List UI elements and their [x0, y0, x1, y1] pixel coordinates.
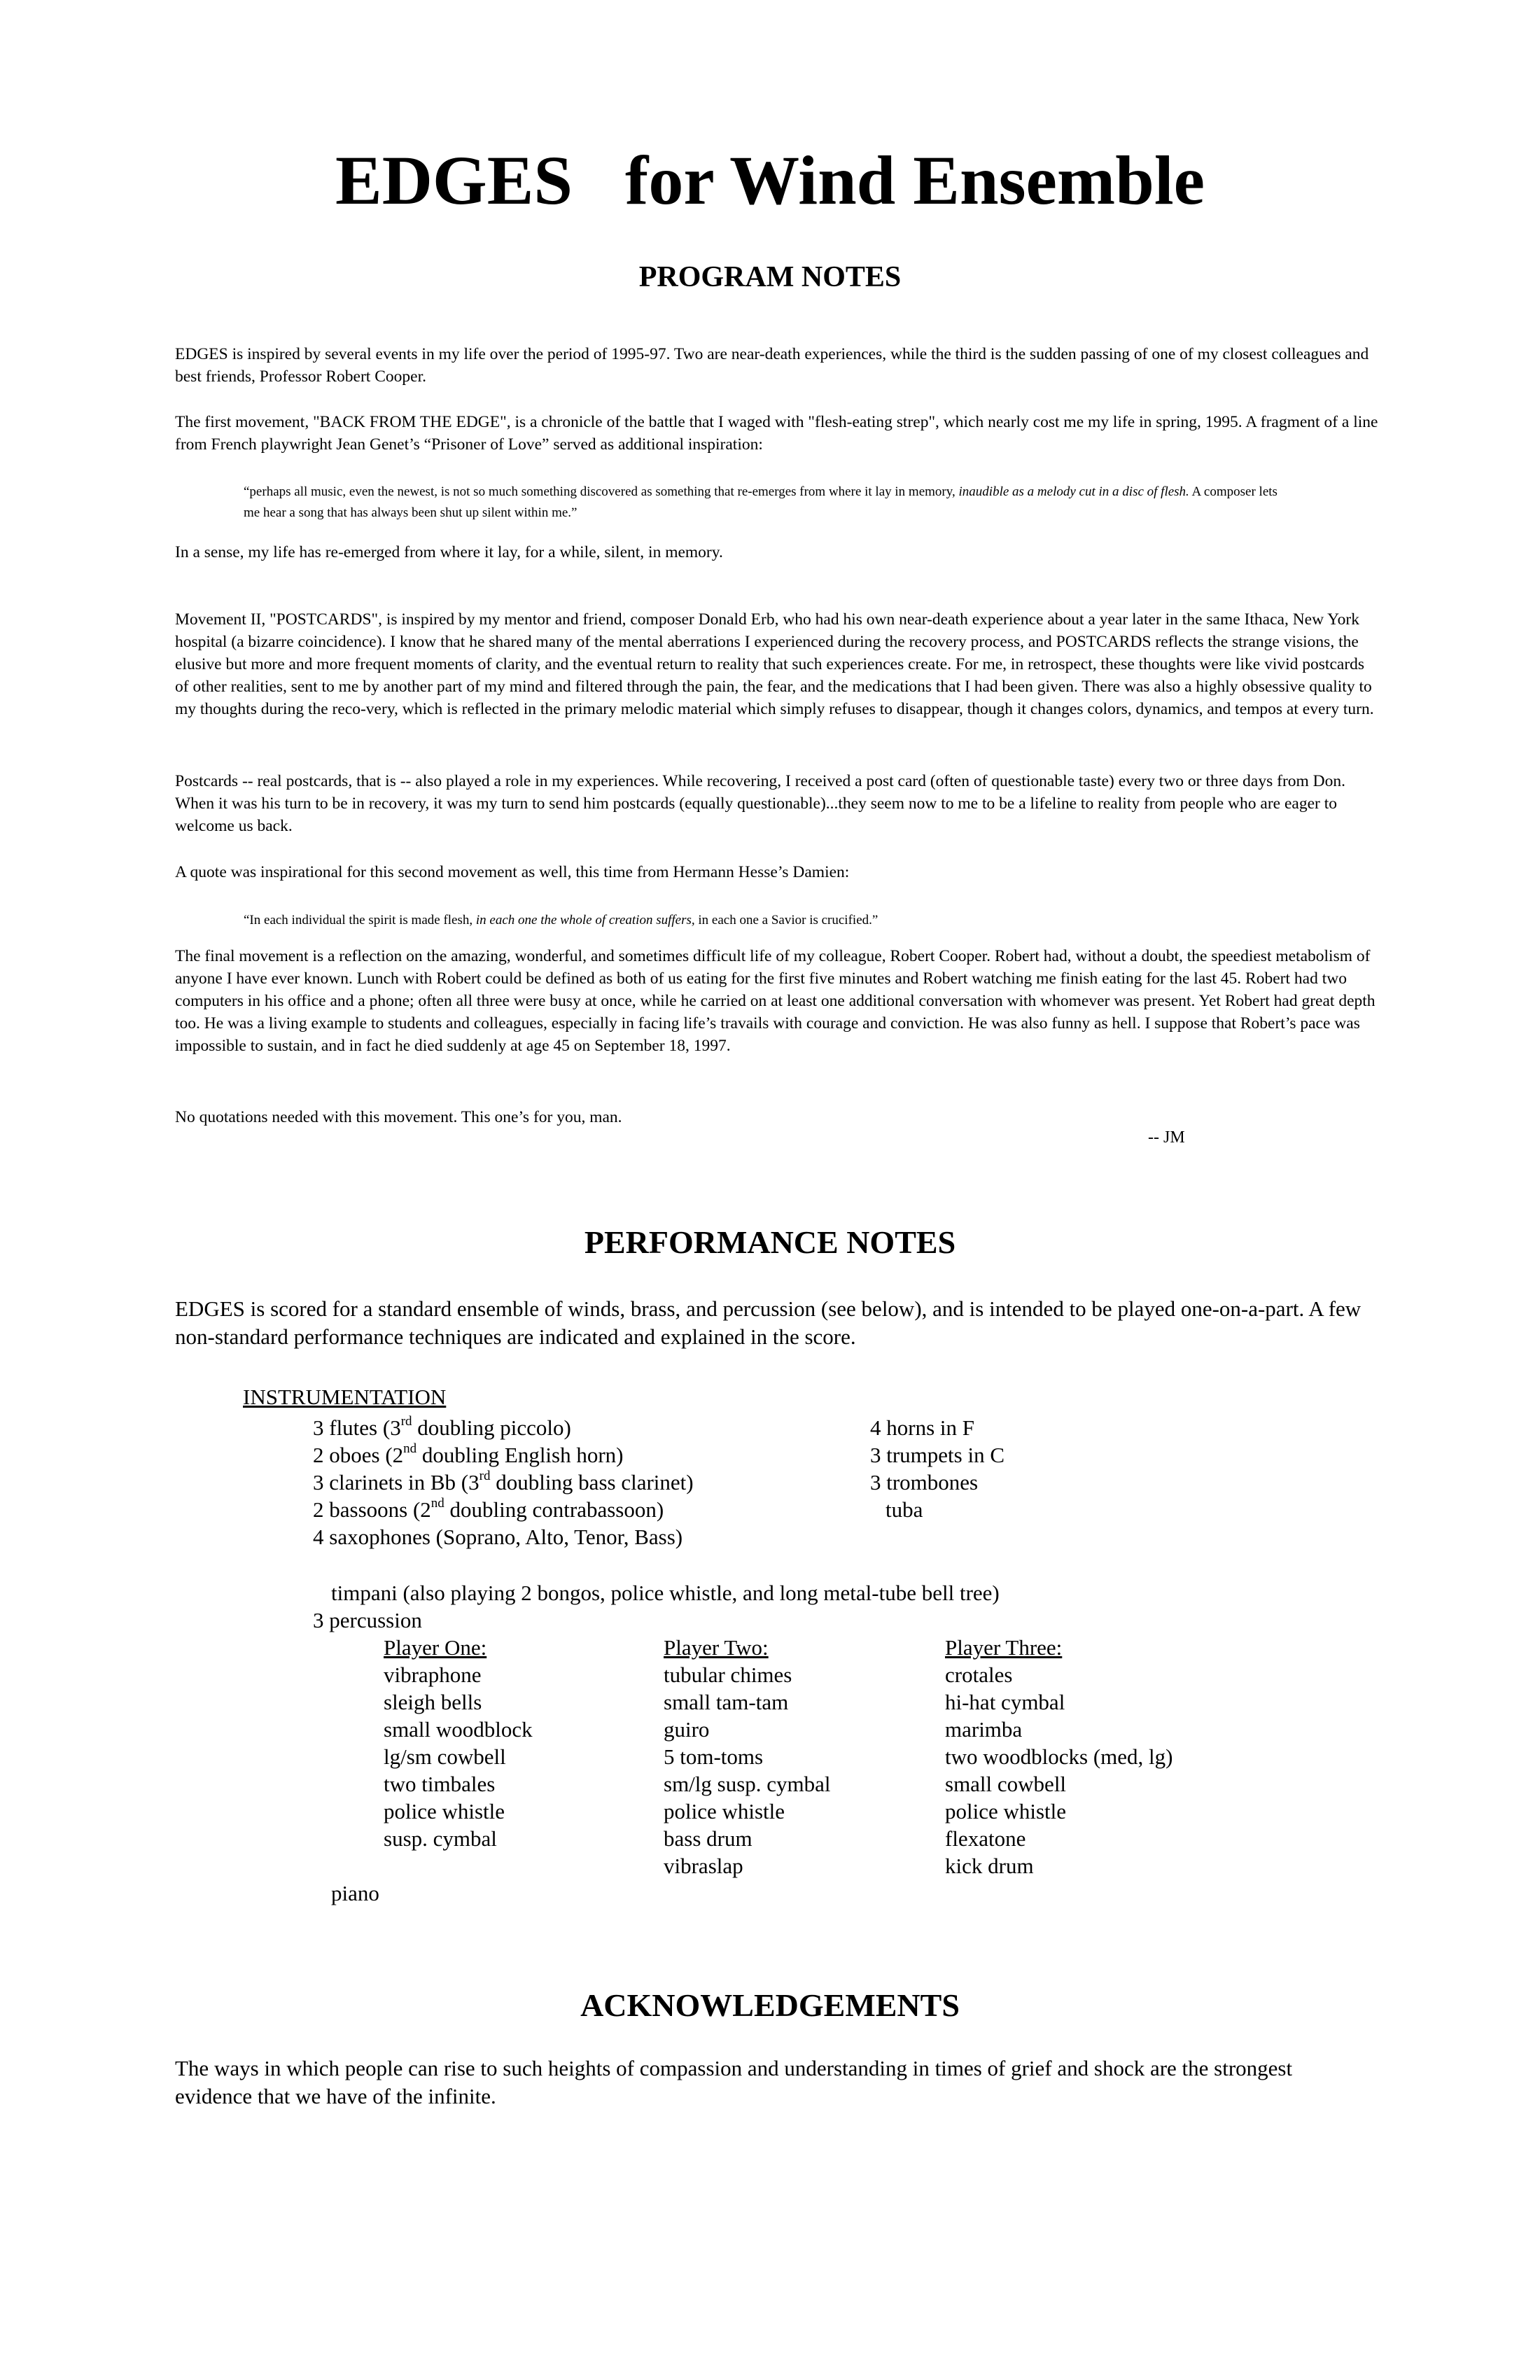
document-title: EDGES for Wind Ensemble — [335, 141, 1205, 219]
timpani-line: timpani (also playing 2 bongos, police whistle, and long metal-tube bell tree) — [331, 1581, 1000, 1605]
woodwind-item: 3 flutes (3rd doubling piccolo) — [313, 1414, 571, 1440]
percussion-player-one — [384, 1634, 533, 1852]
percussion-player-three — [945, 1634, 1172, 1879]
signature: -- JM — [1148, 1128, 1185, 1147]
percussion-item: small cowbell — [945, 1772, 1067, 1796]
program-notes-hesse-intro: A quote was inspirational for this second movement as well, this time from Hermann Hesse’s Damien: — [175, 863, 850, 881]
genet-quote-end: A composer lets me hear a song that has always been shut up silent within me.” — [244, 484, 1278, 520]
percussion-item: crotales — [945, 1662, 1013, 1687]
percussion-item: kick drum — [945, 1854, 1034, 1878]
percussion-item: two timbales — [384, 1772, 496, 1796]
percussion-item: susp. cymbal — [384, 1826, 497, 1851]
woodwind-item: 2 bassoons (2nd doubling contrabassoon) — [313, 1496, 664, 1522]
program-notes-reemerged: In a sense, my life has re-emerged from where it lay, for a while, silent, in memory. — [175, 543, 723, 561]
program-notes-movement-three: The final movement is a reflection on the amazing, wonderful, and sometimes difficult life of my colleague, Robert Cooper. Robert had, without a doubt, the speediest metabolism of anyone I have ever known. Lunch with Robert could be defined as both of us eating for the first five minutes and Robert watching me finish eating for the last 45. Robert had two computers in his office and a phone; often all three were busy at once, while he carried on at least one additional conversation with whomever was present. Yet Robert had great depth too. He was a living example to students and colleagues, especially in facing life’s travails with courage and conviction. He was also funny as hell. I suppose that Robert’s pace was impossible to sustain, and in fact he died suddenly at age 45 on September 18, 1997. — [175, 947, 1376, 1055]
percussion-item: flexatone — [945, 1826, 1026, 1851]
percussion-item: sleigh bells — [384, 1690, 482, 1714]
percussion-item: police whistle — [384, 1799, 505, 1823]
percussion-player-two — [664, 1634, 831, 1879]
percussion-item: marimba — [945, 1717, 1023, 1742]
percussion-item: small woodblock — [384, 1717, 533, 1742]
program-notes-intro: EDGES is inspired by several events in my life over the period of 1995-97. Two are near-death experiences, while the third is the sudden passing of one of my closest colleagues and best friends, Professor Robert Cooper. — [175, 345, 1369, 386]
brass-item: 3 trumpets in C — [870, 1443, 1005, 1467]
percussion-item: vibraslap — [664, 1854, 743, 1878]
program-notes-movement-one: The first movement, "BACK FROM THE EDGE", is a chronicle of the battle that I waged with "flesh-eating strep", which nearly cost me my life in spring, 1995. A fragment of a line from French playwright Jean Genet’s “Prisoner of Love” served as additional inspiration: — [175, 413, 1378, 454]
player-two-heading: Player Two: — [664, 1635, 769, 1660]
woodwind-item: 3 clarinets in Bb (3rd doubling bass clarinet) — [313, 1469, 694, 1494]
hesse-quote-italic: in each one the whole of creation suffers, — [475, 913, 695, 927]
percussion-item: guiro — [664, 1717, 710, 1742]
percussion-item: police whistle — [664, 1799, 785, 1823]
instrumentation-heading: INSTRUMENTATION — [243, 1385, 447, 1409]
player-three-heading: Player Three: — [945, 1635, 1063, 1660]
acknowledgements-heading: ACKNOWLEDGEMENTS — [580, 1987, 960, 2023]
percussion-item: hi-hat cymbal — [945, 1690, 1065, 1714]
woodwind-item: 2 oboes (2nd doubling English horn) — [313, 1441, 624, 1467]
performance-notes-paragraph: EDGES is scored for a standard ensemble of winds, brass, and percussion (see below), and is intended to be played one-on-a-part. A few non-standard performance techniques are indicated and explained in the score. — [175, 1296, 1362, 1349]
piano-line: piano — [331, 1881, 379, 1905]
program-notes-postcards: Postcards -- real postcards, that is -- also played a role in my experiences. While recovering, I received a post card (often of questionable taste) every two or three days from Don. When it was his turn to be in recovery, it was my turn to send him postcards (equally questionable)...they seem now to me to be a lifeline to reality from people who are eager to welcome us back. — [175, 772, 1346, 835]
hesse-quote-end: in each one a Savior is crucified.” — [694, 913, 878, 927]
genet-quote-italic: inaudible as a melody cut in a disc of flesh. — [958, 484, 1189, 499]
acknowledgements-paragraph: The ways in which people can rise to such heights of compassion and understanding in times of grief and shock are the strongest evidence that we have of the infinite. — [175, 2056, 1293, 2108]
program-notes-movement-two: Movement II, "POSTCARDS", is inspired by my mentor and friend, composer Donald Erb, who had his own near-death experience about a year later in the same Ithaca, New York hospital (a bizarre coincidence). I know that he shared many of the mental aberrations I experienced during the recovery process, and POSTCARDS reflects the strange visions, the elusive but more and more frequent moments of clarity, and the eventual return to reality that such experiences create. For me, in retrospect, these thoughts were like vivid postcards of other realities, sent to me by another part of my mind and filtered through the pain, the fear, and the medications that I had been given. There was also a highly obsessive quality to my thoughts during the reco-very, which is reflected in the primary melodic material which simply refuses to disappear, though it changes colors, dynamics, and tempos at every turn. — [175, 610, 1374, 718]
player-one-heading: Player One: — [384, 1635, 487, 1660]
woodwind-item: 4 saxophones (Soprano, Alto, Tenor, Bass) — [313, 1525, 683, 1549]
brass-item: tuba — [886, 1497, 923, 1522]
brass-item: 3 trombones — [870, 1470, 979, 1494]
woodwinds-list — [313, 1414, 694, 1550]
performance-notes-heading: PERFORMANCE NOTES — [584, 1224, 956, 1260]
brass-list — [870, 1414, 1004, 1523]
percussion-label: 3 percussion — [313, 1608, 422, 1632]
genet-quote — [244, 482, 1280, 524]
genet-quote-start: “perhaps all music, even the newest, is not so much something discovered as something that re-emerges from where it lay in memory, — [244, 484, 959, 499]
percussion-item: two woodblocks (med, lg) — [945, 1744, 1173, 1769]
percussion-item: lg/sm cowbell — [384, 1744, 506, 1769]
percussion-item: sm/lg susp. cymbal — [664, 1772, 831, 1796]
percussion-item: vibraphone — [384, 1662, 482, 1687]
hesse-quote-start: “In each individual the spirit is made flesh, — [244, 913, 476, 927]
percussion-item: small tam-tam — [664, 1690, 789, 1714]
brass-item: 4 horns in F — [870, 1415, 974, 1440]
program-notes-heading: PROGRAM NOTES — [638, 261, 902, 293]
program-notes-closing: No quotations needed with this movement. This one’s for you, man. — [175, 1108, 622, 1126]
percussion-item: bass drum — [664, 1826, 752, 1851]
hesse-quote — [244, 910, 1280, 931]
percussion-item: tubular chimes — [664, 1662, 792, 1687]
percussion-item: 5 tom-toms — [664, 1744, 764, 1769]
percussion-item: police whistle — [945, 1799, 1067, 1823]
